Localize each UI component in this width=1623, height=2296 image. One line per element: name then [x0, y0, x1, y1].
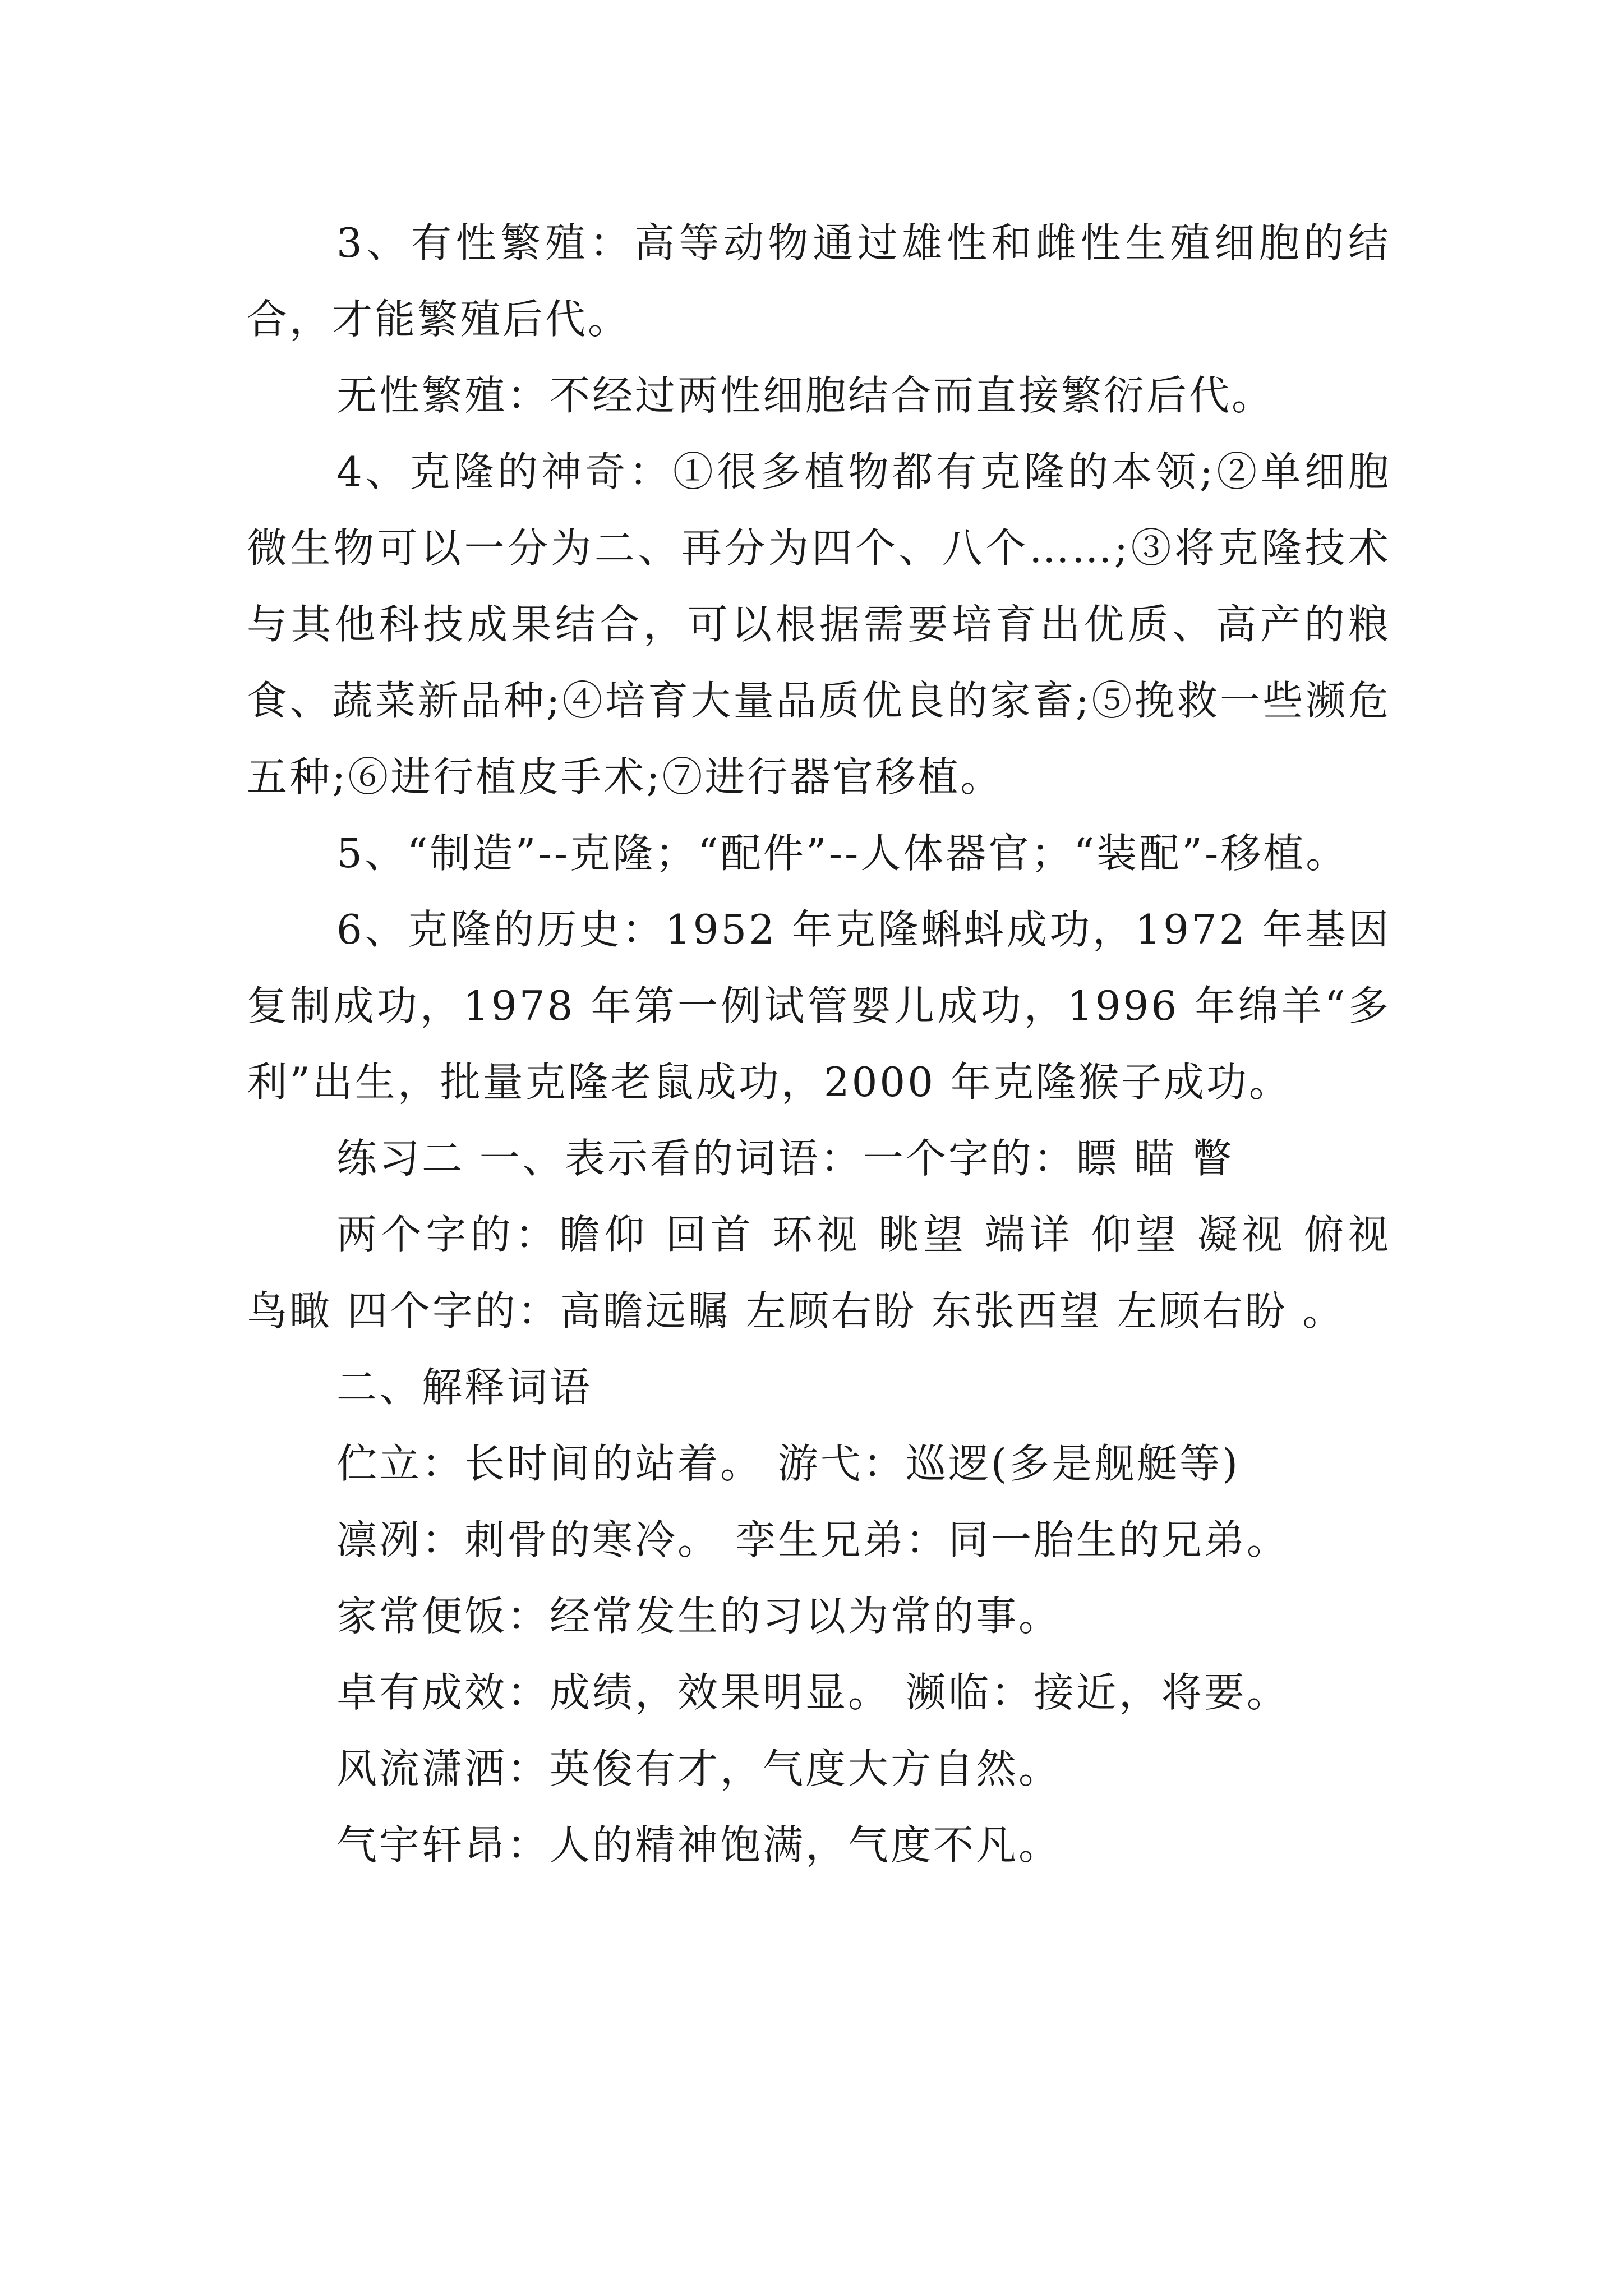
- definition-line: 风流潇洒：英俊有才，气度大方自然。: [336, 1745, 1062, 1792]
- definition-line: 卓有成效：成绩，效果明显。 濒临：接近，将要。: [336, 1669, 1289, 1716]
- paragraph-cloning-wonders: 4、克隆的神奇：①很多植物都有克隆的本领;②单细胞微生物可以一分为二、再分为四个、八个……;③将克隆技术与其他科技成果结合，可以根据需要培育出优质、高产的粮食、蔬菜新品种;④培育大量品质优良的家畜;⑤挽救一些濒危五种;⑥进行植皮手术;⑦进行器官移植。: [247, 448, 1391, 800]
- paragraph-sexual-reproduction: 3、有性繁殖：高等动物通过雄性和雌性生殖细胞的结合，才能繁殖后代。: [247, 219, 1391, 343]
- definition-line: 家常便饭：经常发生的习以为常的事。: [336, 1593, 1062, 1640]
- paragraph-cloning-analogy: 5、“制造”--克隆；“配件”--人体器官；“装配”-移植。: [336, 830, 1349, 877]
- paragraph-explain-words-heading: 二、解释词语: [336, 1364, 593, 1411]
- paragraph-asexual-reproduction: 无性繁殖：不经过两性细胞结合而直接繁衍后代。: [336, 372, 1275, 419]
- definition-line: 凛冽：刺骨的寒冷。 孪生兄弟：同一胎生的兄弟。: [336, 1516, 1289, 1563]
- definition-line: 伫立：长时间的站着。 游弋：巡逻(多是舰艇等): [336, 1440, 1241, 1487]
- paragraph-looking-words: 两个字的：瞻仰 回首 环视 眺望 端详 仰望 凝视 俯视 鸟瞰 四个字的：高瞻远瞩 左顾右盼 东张西望 左顾右盼 。: [247, 1211, 1406, 1335]
- definition-line: 气宇轩昂：人的精神饱满，气度不凡。: [336, 1821, 1062, 1869]
- document-body: [247, 205, 1406, 1883]
- paragraph-cloning-history: 6、克隆的历史：1952 年克隆蝌蚪成功，1972 年基因复制成功，1978 年第一例试管婴儿成功，1996 年绵羊“多利”出生，批量克隆老鼠成功，2000 年克隆猴子成功。: [247, 906, 1391, 1106]
- paragraph-exercise-two-heading: 练习二 一、表示看的词语：一个字的：瞟 瞄 瞥: [336, 1135, 1234, 1182]
